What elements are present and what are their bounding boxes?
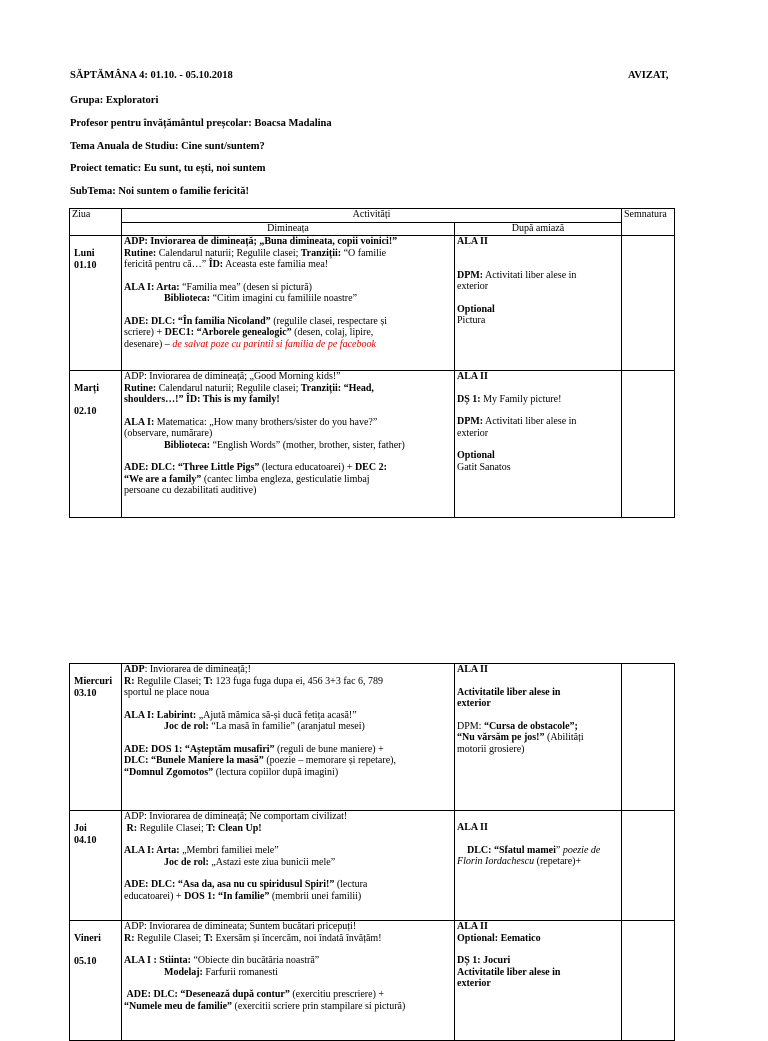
afternoon-cell-friday: ALA II Optional: Eematico DȘ 1: Jocuri Activitatile liber alese in exterior: [455, 921, 622, 1041]
afternoon-cell-tuesday: ALA II DȘ 1: My Family picture! DPM: Activitati liber alese in exterior Optional Gatit Sanatos: [455, 371, 622, 518]
table-row: [70, 371, 675, 518]
project-line: Proiect tematic: Eu sunt, tu ești, noi suntem: [70, 163, 266, 174]
afternoon-cell-monday: ALA II DPM: Activitati liber alese in exterior Optional Pictura: [455, 236, 622, 371]
day-cell-thursday: Joi 04.10: [70, 811, 122, 921]
day-cell-wednesday: Miercuri 03.10: [70, 664, 122, 811]
header-morning: Dimineața: [122, 223, 455, 236]
week-title: SĂPTĂMÂNA 4: 01.10. - 05.10.2018: [70, 70, 233, 81]
signature-cell-friday: [622, 921, 675, 1041]
signature-cell-tuesday: [622, 371, 675, 518]
group-line: Grupa: Exploratori: [70, 95, 159, 106]
morning-cell-monday: ADP: Inviorarea de dimineață; „Buna dimineata, copii voinici!” Rutine: Calendarul naturii; Regulile clasei; Tranziții: “O familie fericită pentru că…” ÎD: Aceasta este familia mea! ALA I: Arta: “Familia mea” (desen si pictură) Biblioteca: “Citim imagini cu familiile noastre” ADE: DLC: “În familia Nicoland” (regulile clasei, respectare și scriere) + DEC1: “Arborele genealogic” (desen, colaj, lipire, desenare) – de salvat poze cu parintii si familia de pe facebook: [122, 236, 455, 371]
weekly-plan-table-2: [69, 663, 675, 1041]
table-row: [70, 236, 675, 371]
morning-cell-thursday: ADP: Inviorarea de dimineață; Ne comportam civilizat! R: Regulile Clasei; T: Clean Up! ALA I: Arta: „Membri familiei mele” Joc de rol: „Astazi este ziua bunicii mele” ADE: DLC: “Asa da, asa nu cu spiridusul Spiri!” (lectura educatoarei) + DOS 1: “In familie” (membrii unei familii): [122, 811, 455, 921]
morning-cell-tuesday: ADP: Inviorarea de dimineață; „Good Morning kids!” Rutine: Calendarul naturii; Regulile clasei; Tranziții: “Head, shoulders…!” ÎD: This is my family! ALA I: Matematica: „How many brothers/sister do you have?” (observare, numărare) Biblioteca: “English Words” (mother, brother, sister, father) ADE: DLC: “Three Little Pigs” (lectura educatoarei) + DEC 2: “We are a family” (cantec limba engleza, gesticulatie limbaj persoane cu dezabilitati auditive): [122, 371, 455, 518]
header-day: Ziua: [70, 209, 122, 236]
day-cell-friday: Vineri 05.10: [70, 921, 122, 1041]
weekly-plan-table-1: [69, 208, 675, 518]
afternoon-cell-thursday: ALA II DLC: “Sfatul mamei” poezie de Florin Iordachescu (repetare)+: [455, 811, 622, 921]
table-row: [70, 664, 675, 811]
signature-cell-wednesday: [622, 664, 675, 811]
day-cell-monday: Luni 01.10: [70, 236, 122, 371]
day-cell-tuesday: Marți 02.10: [70, 371, 122, 518]
table-row: [70, 811, 675, 921]
header-afternoon: După amiază: [455, 223, 622, 236]
header-activities: Activități: [122, 209, 622, 223]
avizat-label: AVIZAT,: [628, 70, 669, 81]
subtheme-line: SubTema: Noi suntem o familie fericită!: [70, 186, 249, 197]
signature-cell-monday: [622, 236, 675, 371]
table-row: [70, 921, 675, 1041]
annual-theme-line: Tema Anuala de Studiu: Cine sunt/suntem?: [70, 141, 265, 152]
afternoon-cell-wednesday: ALA II Activitatile liber alese in exterior DPM: “Cursa de obstacole”; “Nu vărsăm pe jos!” (Abilități motorii grosiere): [455, 664, 622, 811]
signature-cell-thursday: [622, 811, 675, 921]
teacher-line: Profesor pentru învățământul preșcolar: Boacsa Madalina: [70, 118, 332, 129]
morning-cell-friday: ADP: Inviorarea de dimineata; Suntem bucătari pricepuți! R: Regulile Clasei; T: Exersăm și încercăm, noi îndată învățăm! ALA I : Stiinta: “Obiecte din bucătăria noastră” Modelaj: Farfurii romanesti ADE: DLC: “Desenează după contur” (exercitiu prescriere) + “Numele meu de familie” (exercitii scriere prin stampilare si pictură): [122, 921, 455, 1041]
header-signature: Semnatura: [622, 209, 675, 236]
morning-cell-wednesday: ADP: Inviorarea de dimineață;! R: Regulile Clasei; T: 123 fuga fuga dupa ei, 456 3+3 fac 6, 789 sportul ne place noua ALA I: Labirint: „Ajută mămica să-și ducă fetița acasă!” Joc de rol: “La masă în familie” (aranjatul mesei) ADE: DOS 1: “Așteptăm musafiri” (reguli de bune maniere) + DLC: “Bunele Maniere la masă” (poezie – memorare și repetare), “Domnul Zgomotos” (lectura copiilor după imagini): [122, 664, 455, 811]
